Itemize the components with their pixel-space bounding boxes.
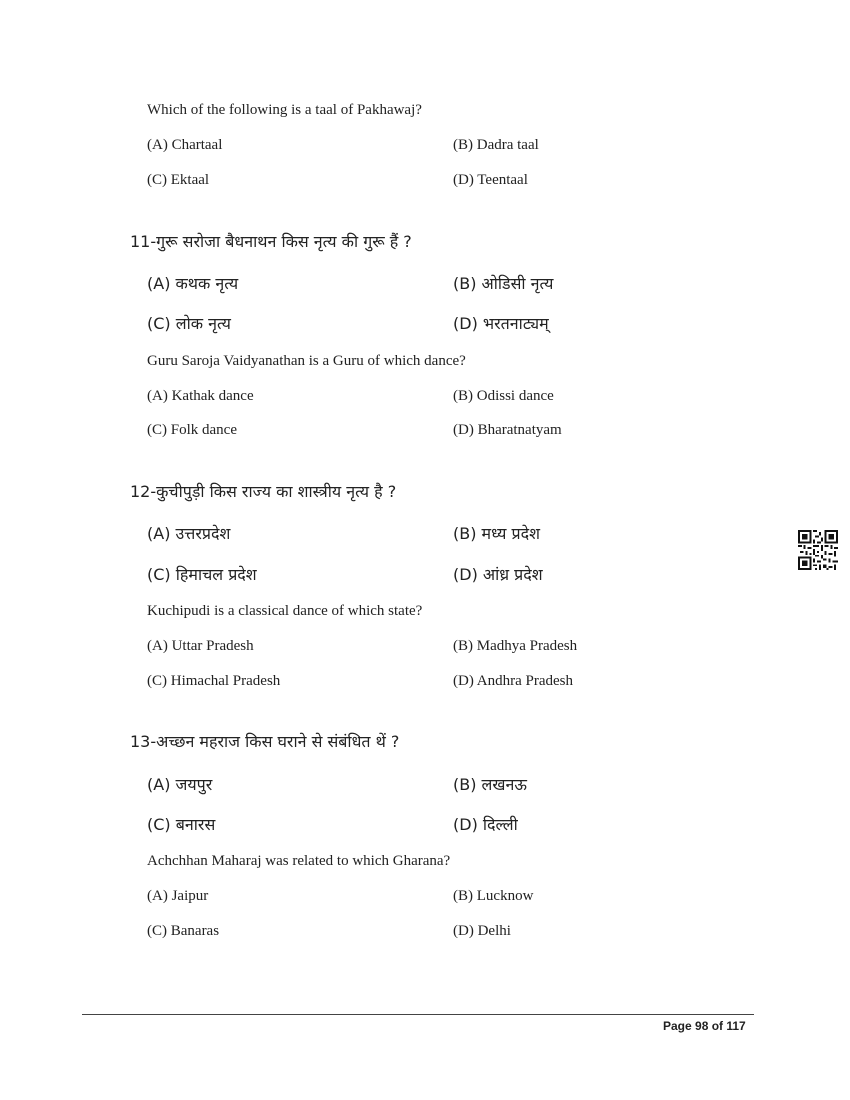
q11-option-b-hi: (B) ओडिसी नृत्य: [453, 274, 554, 293]
q11-option-a-hi: (A) कथक नृत्य: [147, 274, 239, 293]
footer-divider: [82, 1014, 754, 1015]
q12-option-a-hi: (A) उत्तरप्रदेश: [147, 524, 231, 543]
q13-option-c-en: (C) Banaras: [147, 923, 220, 939]
question-13-text-en: Achchhan Maharaj was related to which Gharana?: [147, 853, 451, 869]
question-11-text-hi: 11-गुरू सरोजा बैधनाथन किस नृत्य की गुरू हैं ?: [130, 232, 412, 251]
q12-option-a-en: (A) Uttar Pradesh: [147, 638, 254, 654]
question-11-text-en: Guru Saroja Vaidyanathan is a Guru of which dance?: [147, 353, 466, 369]
question-12-text-en: Kuchipudi is a classical dance of which state?: [147, 603, 423, 619]
q12-option-d-hi: (D) आंध्र प्रदेश: [453, 565, 543, 584]
q11-option-c-hi: (C) लोक नृत्य: [147, 314, 231, 333]
q11-option-a-en: (A) Kathak dance: [147, 388, 254, 404]
q12-option-b-en: (B) Madhya Pradesh: [453, 638, 578, 654]
q13-option-b-en: (B) Lucknow: [453, 888, 534, 904]
q13-option-d-en: (D) Delhi: [453, 923, 511, 939]
q11-option-d-en: (D) Bharatnatyam: [453, 422, 562, 438]
page-number: Page 98 of 117: [663, 1019, 746, 1033]
q10-option-a: (A) Chartaal: [147, 137, 223, 153]
q12-option-b-hi: (B) मध्य प्रदेश: [453, 524, 540, 543]
q13-option-a-hi: (A) जयपुर: [147, 775, 213, 794]
q13-option-d-hi: (D) दिल्ली: [453, 815, 518, 834]
q12-option-c-en: (C) Himachal Pradesh: [147, 673, 281, 689]
q11-option-b-en: (B) Odissi dance: [453, 388, 554, 404]
q10-option-b: (B) Dadra taal: [453, 137, 539, 153]
q11-option-c-en: (C) Folk dance: [147, 422, 237, 438]
q10-option-c: (C) Ektaal: [147, 172, 210, 188]
q10-option-d: (D) Teentaal: [453, 172, 528, 188]
question-12-text-hi: 12-कुचीपुड़ी किस राज्य का शास्त्रीय नृत्य है ?: [130, 482, 397, 501]
q12-option-c-hi: (C) हिमाचल प्रदेश: [147, 565, 257, 584]
question-10-text-en: Which of the following is a taal of Pakhawaj?: [147, 102, 422, 118]
question-13-text-hi: 13-अच्छन महराज किस घराने से संबंधित थें ?: [130, 732, 400, 751]
q13-option-a-en: (A) Jaipur: [147, 888, 209, 904]
q13-option-b-hi: (B) लखनऊ: [453, 775, 527, 794]
q13-option-c-hi: (C) बनारस: [147, 815, 216, 834]
q12-option-d-en: (D) Andhra Pradesh: [453, 673, 573, 689]
qr-code-icon: [798, 530, 838, 570]
q11-option-d-hi: (D) भरतनाट्यम्: [453, 314, 549, 333]
